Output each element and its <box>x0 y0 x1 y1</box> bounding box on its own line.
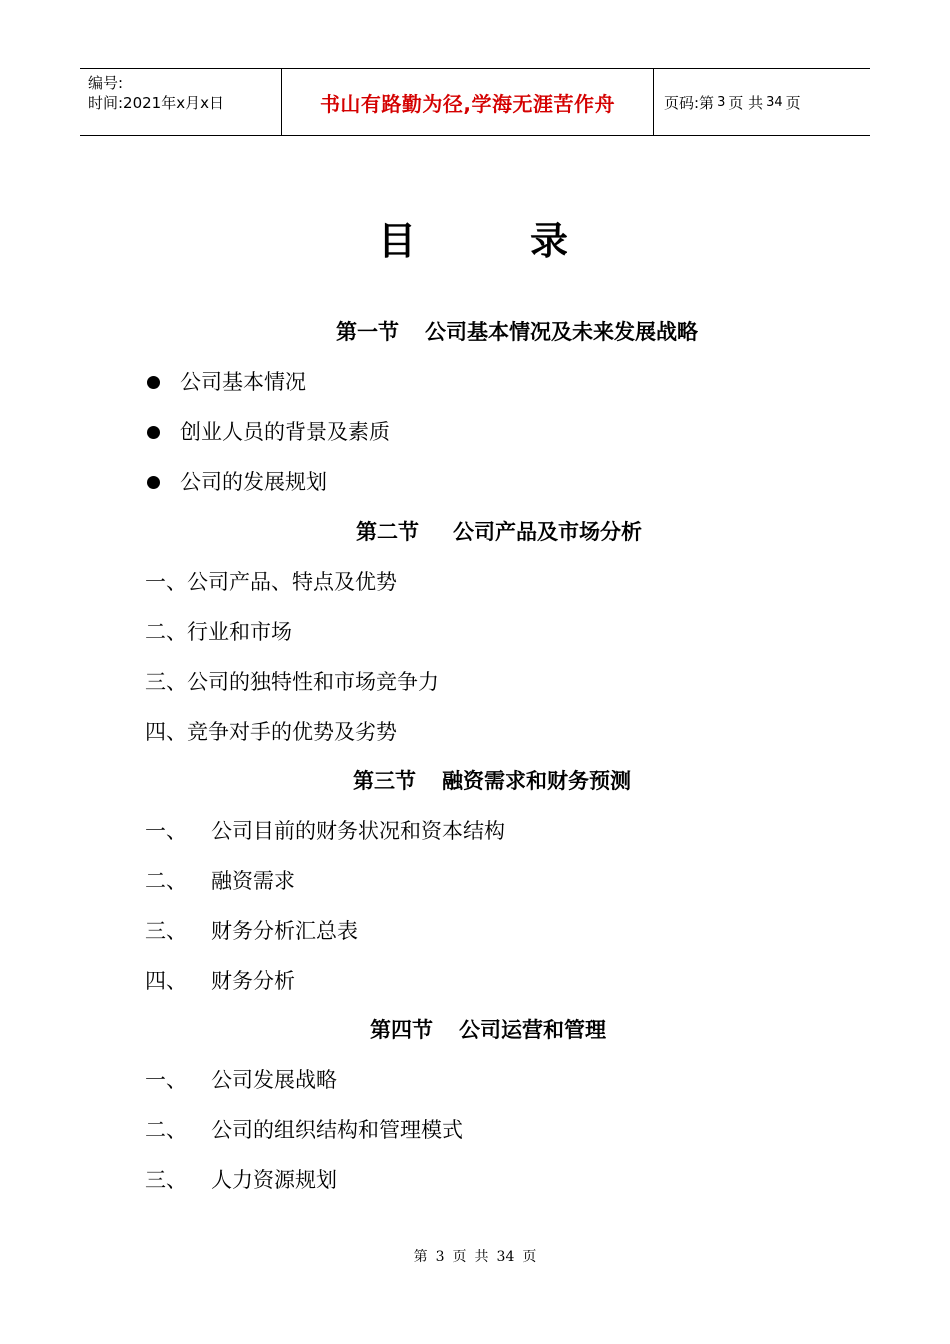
section-name: 融资需求和财务预测 <box>442 769 631 793</box>
toc-item-prefix: 四、 <box>145 969 187 993</box>
toc-item-prefix: 二、 <box>145 869 187 893</box>
section-number: 第二节 <box>356 520 419 544</box>
header-meta-cell <box>80 69 282 135</box>
toc-item-text: 财务分析汇总表 <box>211 919 358 943</box>
section-name: 公司运营和管理 <box>459 1018 606 1042</box>
toc-item[interactable]: 二、行业和市场 <box>145 620 292 644</box>
page-mid: 页 共 <box>728 93 764 112</box>
title-char-2: 录 <box>530 219 573 263</box>
toc-item[interactable]: 四、竞争对手的优势及劣势 <box>145 720 397 744</box>
header-motto: 书山有路勤为径,学海无涯苦作舟 <box>282 69 654 135</box>
toc-item-text: 财务分析 <box>211 969 295 993</box>
page-label: 页码:第 <box>664 93 715 112</box>
toc-item[interactable] <box>145 1166 337 1194</box>
section-heading-2[interactable] <box>356 518 642 546</box>
toc-item[interactable] <box>145 817 505 845</box>
toc-item-text: 公司目前的财务状况和资本结构 <box>211 819 505 843</box>
page-total: 34 <box>766 94 783 110</box>
toc-item-prefix: 三、 <box>145 1168 187 1192</box>
section-name: 公司基本情况及未来发展战略 <box>425 320 698 344</box>
toc-item-text: 公司的组织结构和管理模式 <box>211 1118 463 1142</box>
footer-word: 页 <box>452 1249 467 1265</box>
section-number: 第四节 <box>370 1018 433 1042</box>
toc-item-prefix: 二、 <box>145 1118 187 1142</box>
bullet-icon <box>147 426 160 439</box>
toc-item[interactable] <box>145 418 390 446</box>
toc-item[interactable] <box>145 368 306 396</box>
bullet-icon <box>147 376 160 389</box>
footer-word: 共 <box>474 1249 489 1265</box>
toc-item[interactable] <box>145 1066 337 1094</box>
toc-item[interactable] <box>145 867 295 895</box>
section-number: 第三节 <box>353 769 416 793</box>
section-heading-4[interactable] <box>370 1016 606 1044</box>
toc-item-prefix: 一、 <box>145 1068 187 1092</box>
time-label: 时间:2021年x月x日 <box>88 94 224 112</box>
page-end: 页 <box>785 93 801 112</box>
toc-item[interactable] <box>145 468 327 496</box>
toc-item-prefix: 三、 <box>145 919 187 943</box>
title-char-1: 目 <box>377 219 420 263</box>
footer-word: 页 <box>522 1249 537 1265</box>
section-number: 第一节 <box>336 320 399 344</box>
page-header <box>80 68 870 136</box>
toc-item[interactable] <box>145 917 358 945</box>
section-name: 公司产品及市场分析 <box>453 520 642 544</box>
toc-item-text: 公司基本情况 <box>180 370 306 394</box>
section-heading-1[interactable] <box>336 318 698 346</box>
toc-item-text: 公司的发展规划 <box>180 470 327 494</box>
footer-current-page: 3 <box>435 1249 445 1265</box>
toc-item-text: 融资需求 <box>211 869 295 893</box>
header-page-info <box>654 69 870 135</box>
serial-label: 编号: <box>88 74 124 92</box>
toc-item[interactable] <box>145 967 295 995</box>
toc-item-text: 创业人员的背景及素质 <box>180 420 390 444</box>
toc-item-text: 人力资源规划 <box>211 1168 337 1192</box>
toc-item-prefix: 一、 <box>145 819 187 843</box>
toc-item[interactable]: 一、公司产品、特点及优势 <box>145 570 397 594</box>
page-footer <box>0 1246 950 1266</box>
toc-item-text: 公司发展战略 <box>211 1068 337 1092</box>
page-title <box>0 210 950 265</box>
toc-item[interactable] <box>145 1116 463 1144</box>
footer-word: 第 <box>413 1249 428 1265</box>
footer-total-pages: 34 <box>496 1249 515 1265</box>
toc-item[interactable]: 三、公司的独特性和市场竞争力 <box>145 670 439 694</box>
section-heading-3[interactable] <box>353 767 631 795</box>
bullet-icon <box>147 476 160 489</box>
page-current: 3 <box>717 94 726 110</box>
